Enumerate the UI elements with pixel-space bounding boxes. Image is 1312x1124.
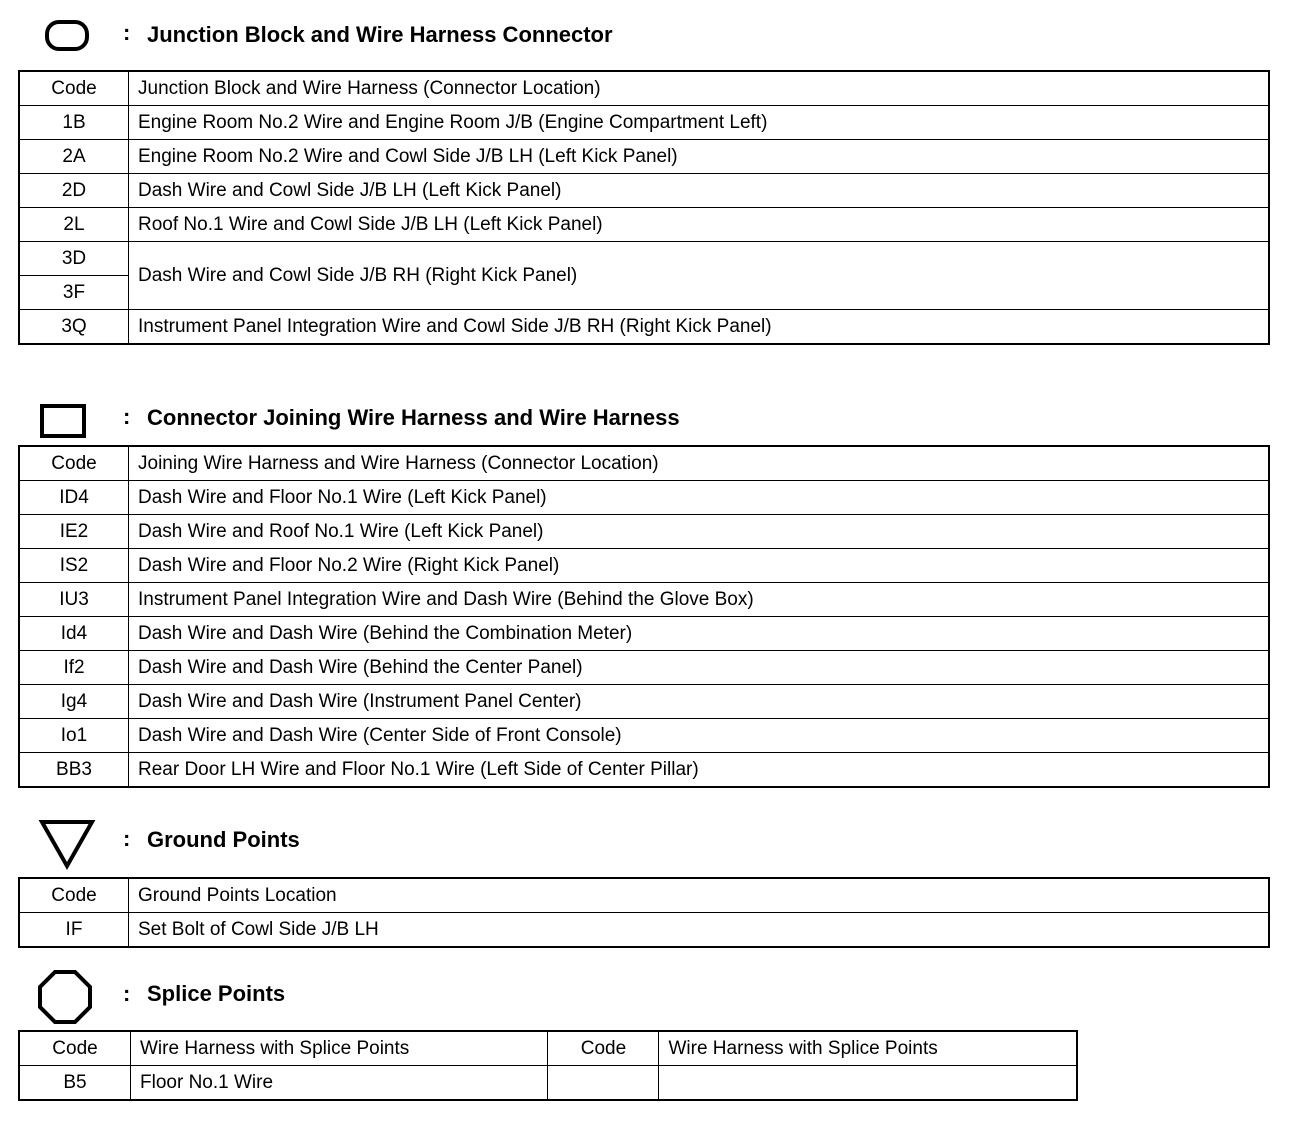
table-row [19, 481, 1269, 515]
table-row [19, 310, 1269, 345]
colon: : [123, 826, 131, 851]
table-row [19, 753, 1269, 788]
code-cell: 3F [19, 276, 129, 310]
desc-cell: Instrument Panel Integration Wire and Dash Wire (Behind the Glove Box) [129, 583, 1270, 617]
code-cell: 3D [19, 242, 129, 276]
desc-cell: Floor No.1 Wire [131, 1066, 548, 1101]
desc-cell: Dash Wire and Dash Wire (Behind the Center Panel) [129, 651, 1270, 685]
desc-cell: Set Bolt of Cowl Side J/B LH [129, 913, 1270, 948]
desc-cell: Dash Wire and Cowl Side J/B LH (Left Kick Panel) [129, 174, 1270, 208]
colon: : [123, 404, 131, 429]
table-row [19, 140, 1269, 174]
ground-table [18, 877, 1270, 948]
desc-cell: Dash Wire and Dash Wire (Instrument Panel Center) [129, 685, 1270, 719]
code-cell: 2L [19, 208, 129, 242]
table-row [19, 685, 1269, 719]
code-cell [548, 1066, 659, 1101]
code-cell: Id4 [19, 617, 129, 651]
desc-cell: Dash Wire and Floor No.1 Wire (Left Kick Panel) [129, 481, 1270, 515]
table-row [19, 617, 1269, 651]
splice-table [18, 1030, 1078, 1101]
desc-cell: Roof No.1 Wire and Cowl Side J/B LH (Left Kick Panel) [129, 208, 1270, 242]
desc-cell: Dash Wire and Dash Wire (Center Side of Front Console) [129, 719, 1270, 753]
desc-cell: Rear Door LH Wire and Floor No.1 Wire (Left Side of Center Pillar) [129, 753, 1270, 788]
table-row [19, 106, 1269, 140]
code-cell: IU3 [19, 583, 129, 617]
colon: : [123, 981, 131, 1006]
table-row [19, 1066, 1077, 1101]
desc-cell: Dash Wire and Cowl Side J/B RH (Right Kick Panel) [129, 242, 1270, 310]
header-code: Code [19, 1031, 131, 1066]
code-cell: BB3 [19, 753, 129, 788]
octagon-icon [36, 966, 96, 1026]
header-desc: Junction Block and Wire Harness (Connector Location) [129, 71, 1270, 106]
junction-table [18, 70, 1270, 345]
header-code: Code [19, 878, 129, 913]
desc-cell: Dash Wire and Floor No.2 Wire (Right Kick Panel) [129, 549, 1270, 583]
table-row [19, 913, 1269, 948]
header-code: Code [19, 446, 129, 481]
desc-cell: Dash Wire and Dash Wire (Behind the Combination Meter) [129, 617, 1270, 651]
code-cell: Io1 [19, 719, 129, 753]
table-row [19, 583, 1269, 617]
section-title: Splice Points [147, 981, 286, 1006]
table-header-row [19, 71, 1269, 106]
code-cell: 1B [19, 106, 129, 140]
rectangle-icon [40, 398, 90, 440]
ground-section-header [0, 816, 1300, 856]
desc-cell: Engine Room No.2 Wire and Cowl Side J/B LH (Left Kick Panel) [129, 140, 1270, 174]
header-code: Code [19, 71, 129, 106]
header-desc: Wire Harness with Splice Points [131, 1031, 548, 1066]
table-header-row [19, 878, 1269, 913]
header-code: Code [548, 1031, 659, 1066]
section-title: Ground Points [147, 827, 300, 852]
desc-cell [659, 1066, 1077, 1101]
table-row [19, 719, 1269, 753]
code-cell: ID4 [19, 481, 129, 515]
section-title: Junction Block and Wire Harness Connector [147, 22, 613, 47]
header-desc: Joining Wire Harness and Wire Harness (Connector Location) [129, 446, 1270, 481]
junction-section-header [0, 14, 1300, 54]
triangle-icon [38, 816, 98, 872]
connector-section-header [0, 398, 1300, 438]
code-cell: 2A [19, 140, 129, 174]
table-row [19, 651, 1269, 685]
desc-cell: Instrument Panel Integration Wire and Cowl Side J/B RH (Right Kick Panel) [129, 310, 1270, 345]
code-cell: 2D [19, 174, 129, 208]
connector-table [18, 445, 1270, 788]
splice-section-header [0, 966, 1300, 1006]
code-cell: Ig4 [19, 685, 129, 719]
header-desc: Ground Points Location [129, 878, 1270, 913]
code-cell: IF [19, 913, 129, 948]
table-row [19, 515, 1269, 549]
colon: : [123, 20, 131, 45]
table-row [19, 208, 1269, 242]
code-cell: 3Q [19, 310, 129, 345]
table-row [19, 242, 1269, 276]
table-header-row [19, 446, 1269, 481]
header-desc: Wire Harness with Splice Points [659, 1031, 1077, 1066]
desc-cell: Dash Wire and Roof No.1 Wire (Left Kick Panel) [129, 515, 1270, 549]
table-row [19, 549, 1269, 583]
section-title: Connector Joining Wire Harness and Wire Harness [147, 405, 680, 430]
table-header-row [19, 1031, 1077, 1066]
code-cell: B5 [19, 1066, 131, 1101]
code-cell: IE2 [19, 515, 129, 549]
table-row [19, 174, 1269, 208]
code-cell: If2 [19, 651, 129, 685]
code-cell: IS2 [19, 549, 129, 583]
rounded-rectangle-icon [40, 14, 92, 54]
desc-cell: Engine Room No.2 Wire and Engine Room J/B (Engine Compartment Left) [129, 106, 1270, 140]
